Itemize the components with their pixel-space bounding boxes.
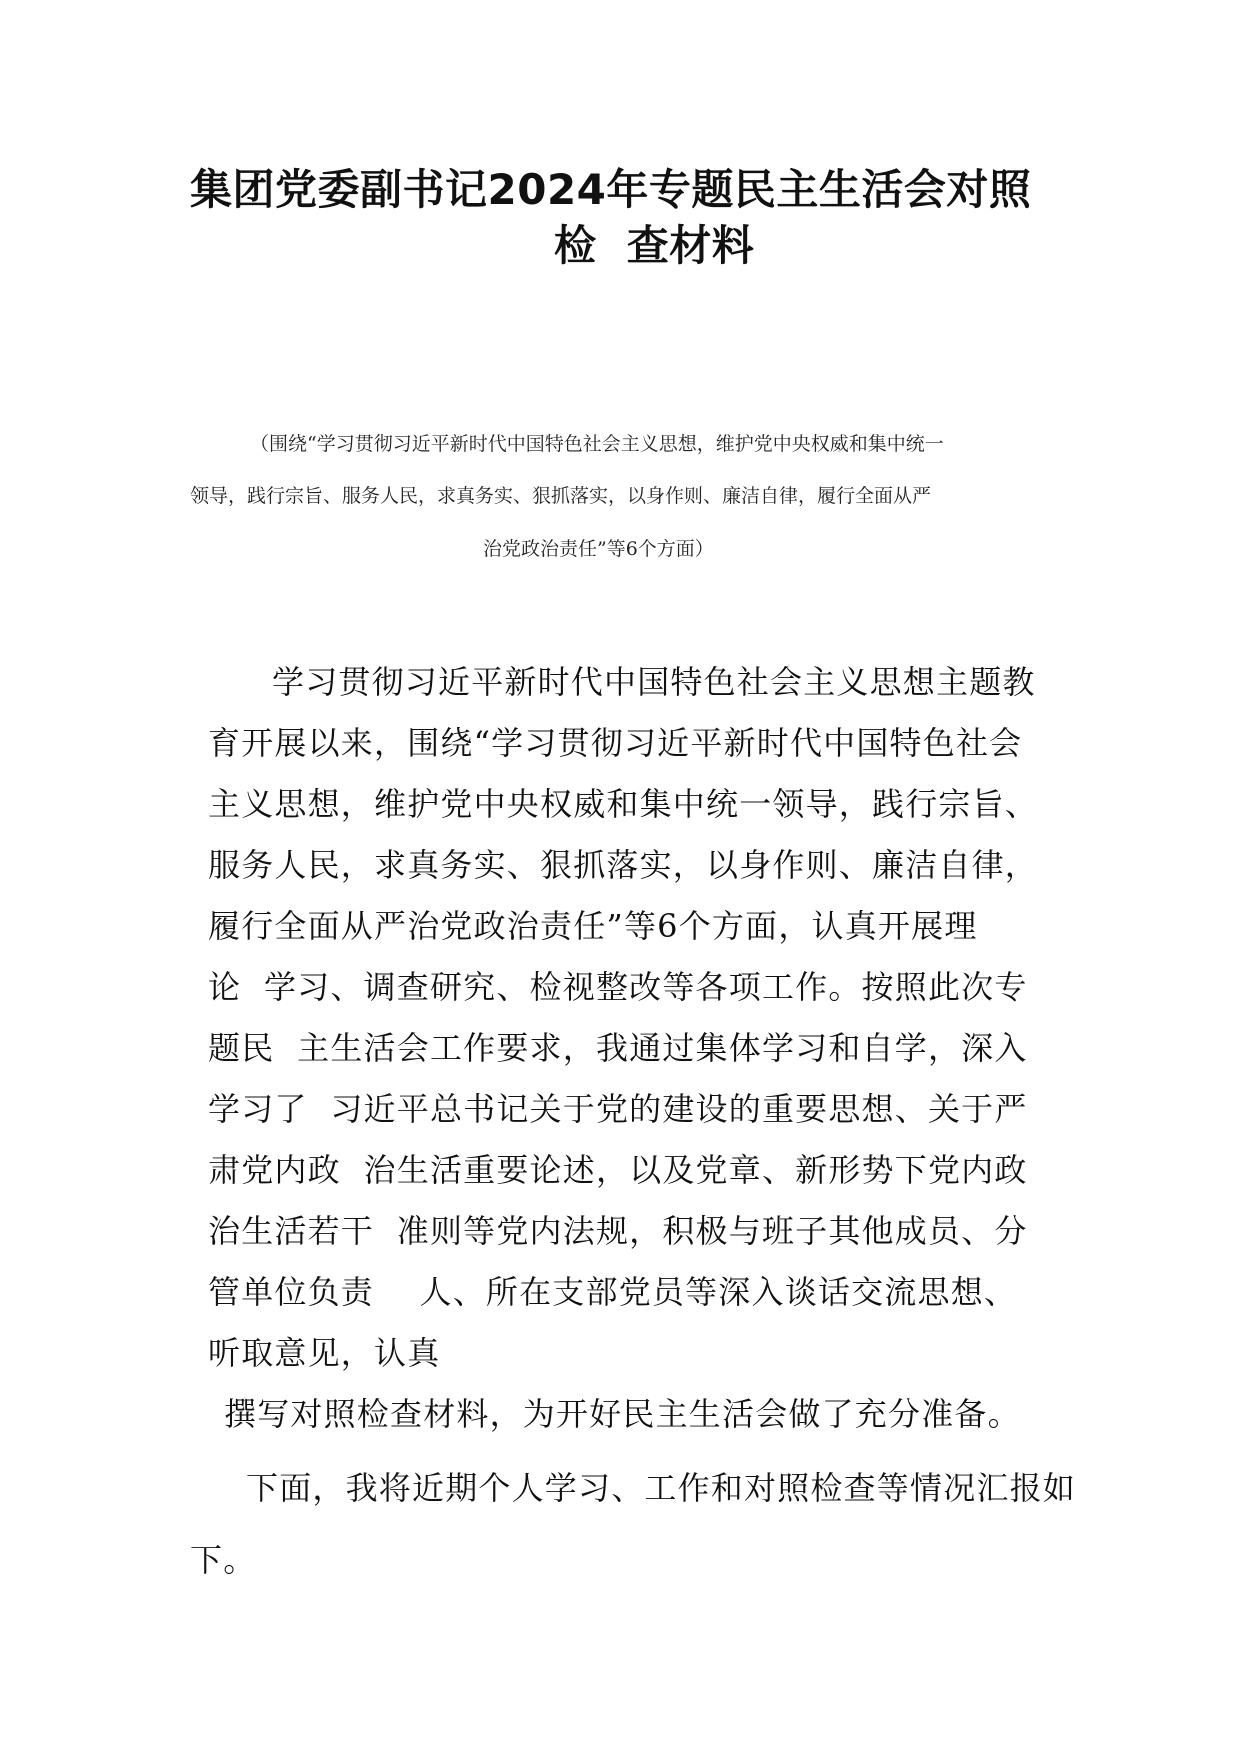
subtitle-line: 领导，践行宗旨、服务人民，求真务实、狠抓落实，以身作则、廉洁自律，履行全面从严	[190, 485, 932, 507]
body-line: 听取意见，认真	[208, 1334, 441, 1372]
subtitle-line: （围绕“学习贯彻习近平新时代中国特色社会主义思想，维护党中央权威和集中统一	[250, 433, 944, 455]
document-title-line-2: 检 查材料	[554, 221, 755, 270]
body-line: 治生活若干 准则等党内法规，积极与班子其他成员、分	[208, 1212, 1028, 1250]
subtitle-line: 治党政治责任”等6个方面）	[483, 538, 714, 560]
document-title-line-1: 集团党委副书记2024年专题民主生活会对照	[190, 165, 1032, 214]
body-line: 育开展以来，围绕“学习贯彻习近平新时代中国特色社会	[208, 724, 1023, 762]
body-line: 下面，我将近期个人学习、工作和对照检查等情况汇报如	[246, 1469, 1077, 1507]
body-line: 履行全面从严治党政治责任”等6个方面，认真开展理	[208, 907, 978, 945]
body-line: 管单位负责 人、所在支部党员等深入谈话交流思想、	[208, 1273, 1018, 1311]
body-line: 学习了 习近平总书记关于党的建设的重要思想、关于严	[208, 1090, 1028, 1128]
body-line: 学习贯彻习近平新时代中国特色社会主义思想主题教	[272, 663, 1036, 701]
body-line: 题民 主生活会工作要求，我通过集体学习和自学，深入	[208, 1029, 1028, 1067]
body-line: 服务人民，求真务实、狠抓落实，以身作则、廉洁自律，	[208, 846, 1039, 884]
body-line: 论 学习、调查研究、检视整改等各项工作。按照此次专	[208, 968, 1028, 1006]
body-line: 肃党内政 治生活重要论述，以及党章、新形势下党内政	[208, 1151, 1028, 1189]
body-line: 主义思想，维护党中央权威和集中统一领导，践行宗旨、	[208, 785, 1039, 823]
body-line: 下。	[190, 1541, 257, 1579]
body-line: 撰写对照检查材料，为开好民主生活会做了充分准备。	[224, 1395, 1021, 1433]
